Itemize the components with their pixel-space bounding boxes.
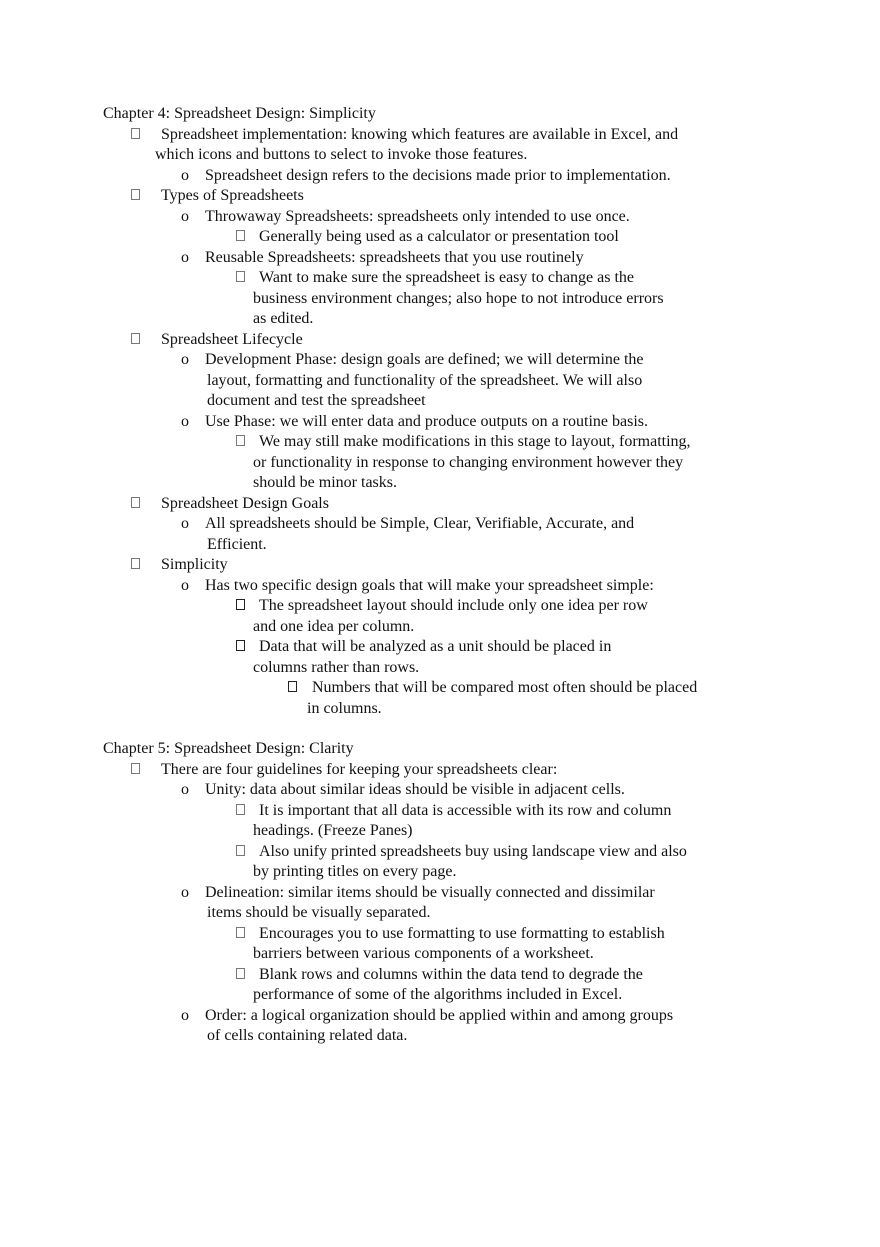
list-item: Want to make sure the spreadsheet is easy to change as the business environment changes; also hope to not introduce errors as edited. <box>103 268 753 330</box>
list-item: o Order: a logical organization should be applied within and among groups of cells containing related data. <box>181 1006 674 1044</box>
box-bullet-icon <box>236 230 245 241</box>
o-bullet-icon: o <box>181 351 189 368</box>
list-item: o Throwaway Spreadsheets: spreadsheets only intended to use once. <box>103 207 753 228</box>
list-item: The spreadsheet layout should include only one idea per row and one idea per column. <box>103 596 753 637</box>
list-item: o Use Phase: we will enter data and produce outputs on a routine basis. <box>103 412 753 433</box>
box-bullet-icon <box>131 763 140 774</box>
o-bullet-icon: o <box>181 1006 189 1024</box>
box-bullet-icon <box>236 435 245 446</box>
chapter-4-title: Chapter 4: Spreadsheet Design: Simplicity <box>103 105 376 122</box>
box-bullet-icon <box>131 497 140 508</box>
box-bullet-icon <box>236 599 245 610</box>
list-item: Spreadsheet Design Goals <box>103 494 753 515</box>
box-bullet-icon <box>236 804 245 815</box>
o-bullet-icon: o <box>181 248 189 266</box>
o-bullet-icon: o <box>181 781 189 798</box>
list-item: Data that will be analyzed as a unit should be placed in columns rather than rows. <box>103 637 753 678</box>
box-bullet-icon <box>131 333 140 344</box>
o-bullet-icon: o <box>181 515 189 532</box>
spacer <box>103 719 753 739</box>
list-item: Numbers that will be compared most often should be placed in columns. <box>103 678 753 719</box>
o-bullet-icon: o <box>181 166 189 184</box>
list-item: There are four guidelines for keeping your spreadsheets clear: <box>103 760 753 781</box>
o-bullet-icon: o <box>181 883 189 901</box>
list-item: Encourages you to use formatting to use formatting to establish barriers between various components of a worksheet. <box>103 924 753 965</box>
list-item: It is important that all data is accessible with its row and column headings. (Freeze Panes) <box>103 801 753 842</box>
list-item: o Spreadsheet design refers to the decisions made prior to implementation. <box>103 166 753 187</box>
box-bullet-icon <box>131 189 140 200</box>
list-item: o Unity: data about similar ideas should be visible in adjacent cells. <box>103 780 753 801</box>
box-bullet-icon <box>131 128 140 139</box>
list-item: We may still make modifications in this stage to layout, formatting, or functionality in response to changing environment however they should be minor tasks. <box>103 432 753 494</box>
box-bullet-icon <box>236 271 245 282</box>
list-item: Spreadsheet implementation: knowing which features are available in Excel, and which icons and buttons to select to invoke those features. <box>103 125 753 166</box>
list-item: o Has two specific design goals that will make your spreadsheet simple: <box>103 576 753 597</box>
list-item: o Delineation: similar items should be visually connected and dissimilar items should be visually separated. <box>181 883 655 921</box>
o-bullet-icon: o <box>181 576 189 594</box>
box-bullet-icon <box>236 968 245 979</box>
box-bullet-icon <box>236 927 245 938</box>
o-bullet-icon: o <box>181 207 189 225</box>
list-item: Spreadsheet Lifecycle <box>103 330 753 351</box>
list-item: Types of Spreadsheets <box>103 186 753 207</box>
box-bullet-icon <box>236 640 245 651</box>
list-item: Generally being used as a calculator or presentation tool <box>103 227 753 248</box>
list-item: o Development Phase: design goals are defined; we will determine the layout, formatting and functionality of the spreadsheet. We will also document and test the spreadsheet <box>181 351 644 409</box>
box-bullet-icon <box>236 845 245 856</box>
list-item: o Reusable Spreadsheets: spreadsheets that you use routinely <box>103 248 753 269</box>
list-item: o All spreadsheets should be Simple, Clear, Verifiable, Accurate, and Efficient. <box>181 515 635 553</box>
chapter-5-title: Chapter 5: Spreadsheet Design: Clarity <box>103 740 354 757</box>
notes-body <box>103 104 753 1047</box>
o-bullet-icon: o <box>181 412 189 430</box>
list-item: Simplicity <box>103 555 753 576</box>
box-bullet-icon <box>131 558 140 569</box>
list-item: Also unify printed spreadsheets buy using landscape view and also by printing titles on every page. <box>103 842 753 883</box>
list-item: Blank rows and columns within the data tend to degrade the performance of some of the algorithms included in Excel. <box>103 965 753 1006</box>
box-bullet-icon <box>288 681 297 692</box>
